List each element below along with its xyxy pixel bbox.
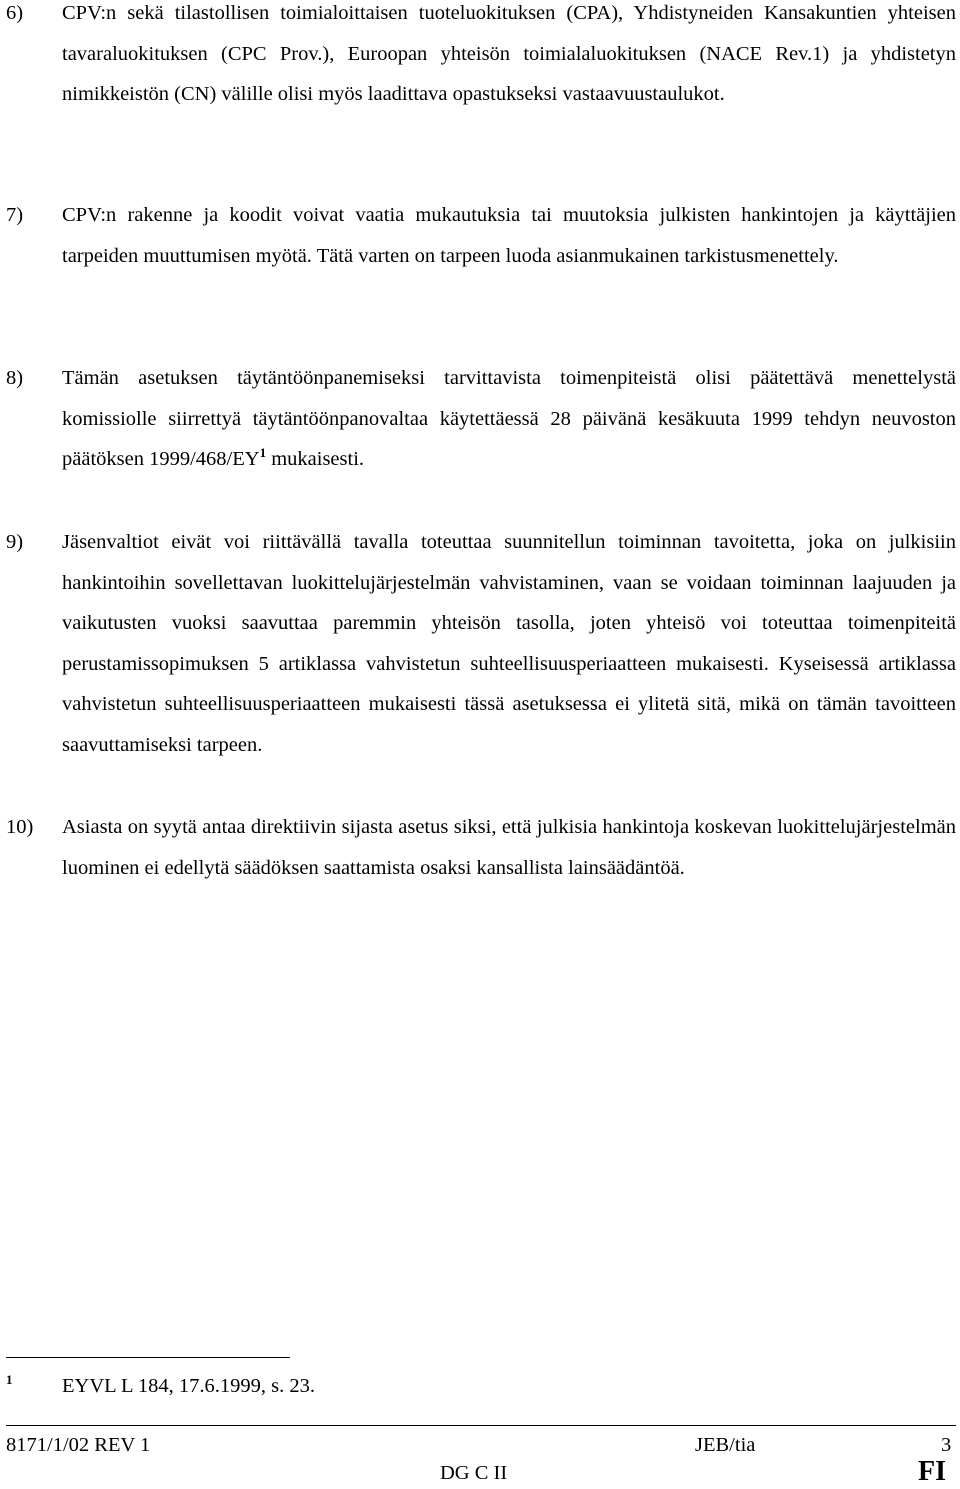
footer-separator <box>6 1425 956 1426</box>
paragraph-number: 9) <box>6 531 24 553</box>
footnote-mark: 1 <box>6 1372 13 1387</box>
footnote <box>6 1372 706 1400</box>
paragraph-7 <box>6 195 956 276</box>
paragraph-text: Asiasta on syytä antaa direktiivin sijasta asetus siksi, että julkisia hankintoja koskevan luokittelujärjestelmän luominen ei edellytä säädöksen saattamista osaksi kansallista lainsäädäntöä. <box>62 816 956 879</box>
paragraph-text: CPV:n rakenne ja koodit voivat vaatia mukautuksia tai muutoksia julkisten hankintojen ja käyttäjien tarpeiden muuttumisen myötä. Tätä varten on tarpeen luoda asianmukainen tarkistusmenettely. <box>62 204 956 267</box>
paragraph-number: 8) <box>6 367 24 389</box>
paragraph-number: 10) <box>6 816 34 838</box>
footnote-reference[interactable]: 1 <box>259 445 267 460</box>
footer-page-number: 3 <box>941 1434 952 1456</box>
paragraph-9 <box>6 522 956 765</box>
footnote-separator <box>6 1357 290 1358</box>
paragraph-8 <box>6 358 956 480</box>
paragraph-6 <box>6 0 956 115</box>
paragraph-text: Jäsenvaltiot eivät voi riittävällä tavalla toteuttaa suunnitellun toiminnan tavoitetta, joka on julkisiin hankintoihin sovellettavan luokittelujärjestelmän vahvistaminen, vaan se voidaan toiminnan laajuuden ja vaikutusten vuoksi saavuttaa paremmin yhteisön tasolla, joten yhteisö voi toteuttaa toimenpiteitä perustamissopimuksen 5 artiklassa vahvistetun suhteellisuusperiaatteen mukaisesti. Kyseisessä artiklassa vahvistetun suhteellisuusperiaatteen mukaisesti tässä asetuksessa ei ylitetä sitä, mikä on tämän tavoitteen saavuttamiseksi tarpeen. <box>62 531 956 756</box>
paragraph-10 <box>6 807 956 888</box>
paragraph-text <box>62 358 956 480</box>
footer-doc-ref: 8171/1/02 REV 1 <box>6 1434 151 1456</box>
paragraph-text-before: Tämän asetuksen täytäntöönpanemiseksi tarvittavista toimenpiteistä olisi päätettävä menettelystä komissiolle siirrettyä täytäntöönpanovaltaa käytettäessä 28 päivänä kesäkuuta 1999 tehdyn neuvoston päätöksen 1999/468/EY <box>62 367 956 470</box>
paragraph-number: 7) <box>6 204 24 226</box>
paragraph-number: 6) <box>6 2 24 24</box>
footer-language: FI <box>918 1456 946 1487</box>
paragraph-text: CPV:n sekä tilastollisen toimialoittaisen tuoteluokituksen (CPA), Yhdistyneiden Kansakuntien yhteisen tavaraluokituksen (CPC Prov.), Euroopan yhteisön toimialaluokituksen (NACE Rev.1) ja yhdistetyn nimikkeistön (CN) välille olisi myös laadittava opastukseksi vastaavuustaulukot. <box>62 2 956 105</box>
footnote-text: EYVL L 184, 17.6.1999, s. 23. <box>62 1375 316 1397</box>
footer-department: DG C II <box>440 1462 508 1484</box>
footer-initials: JEB/tia <box>695 1434 756 1456</box>
paragraph-text-after: mukaisesti. <box>266 448 365 470</box>
